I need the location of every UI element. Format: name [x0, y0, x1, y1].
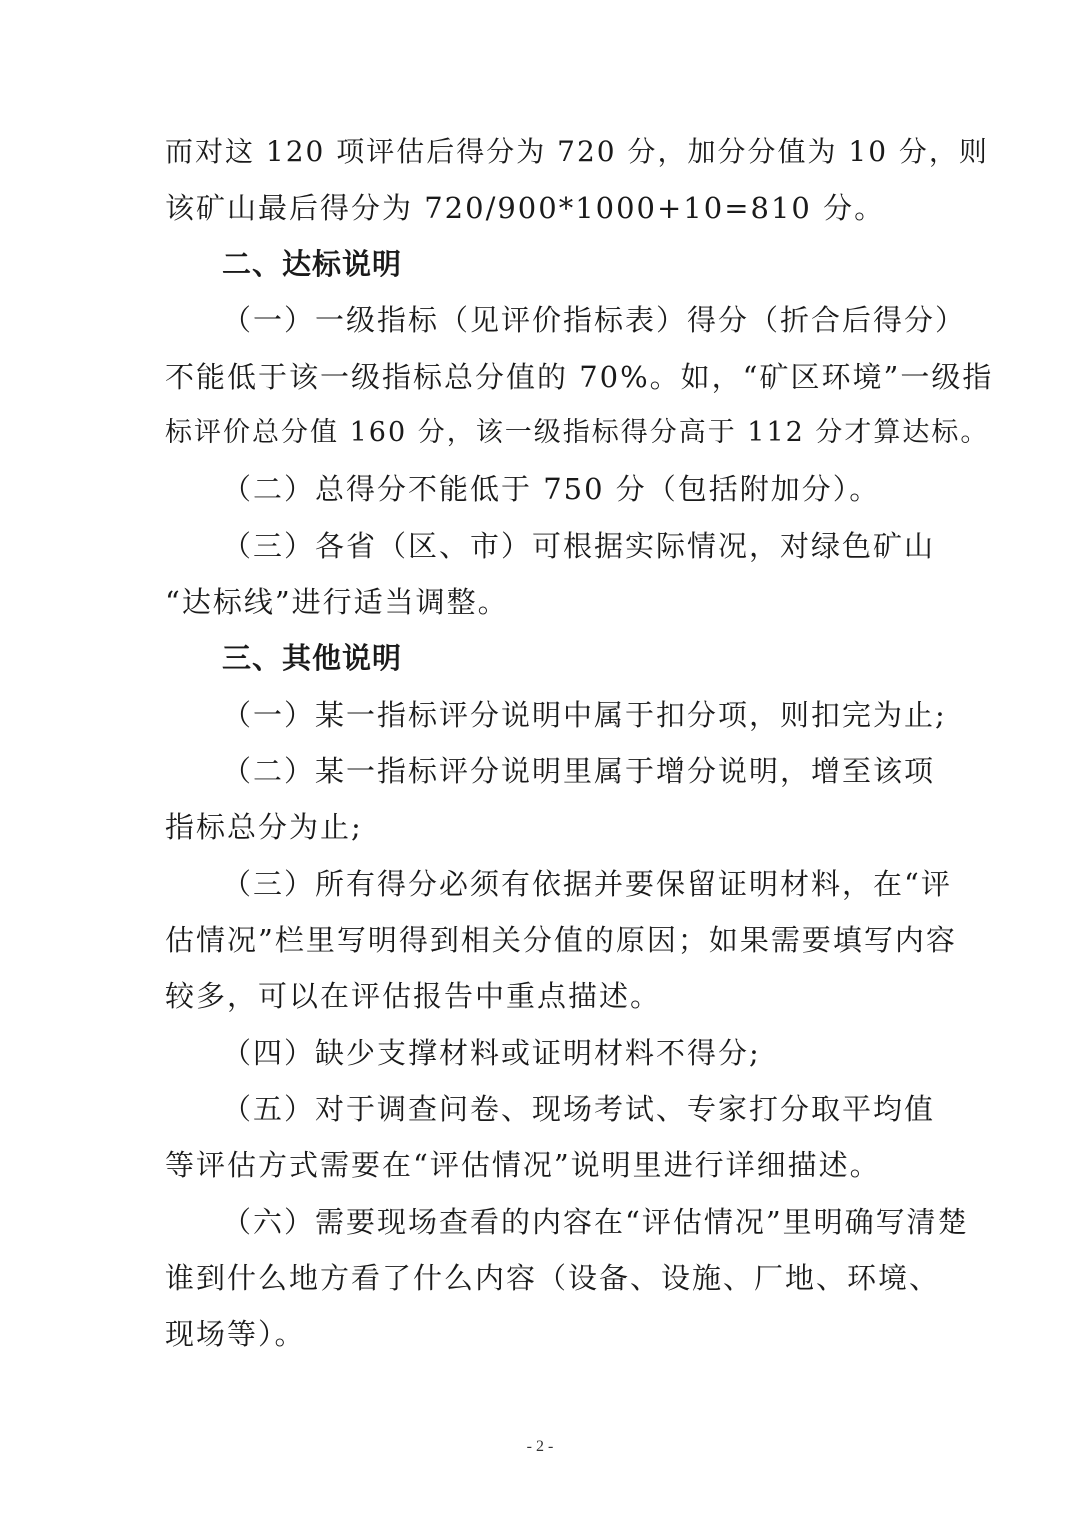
- paragraph-line: “达标线”进行适当调整。: [165, 585, 509, 619]
- paragraph-line: （二）总得分不能低于 750 分（包括附加分）。: [222, 472, 881, 506]
- paragraph-line: 等评估方式需要在“评估情况”说明里进行详细描述。: [165, 1148, 881, 1182]
- paragraph-line: 不能低于该一级指标总分值的 70%。如，“矿区环境”一级指: [165, 360, 994, 394]
- paragraph-line: 较多，可以在评估报告中重点描述。: [165, 979, 662, 1013]
- paragraph-line: （一）某一指标评分说明中属于扣分项，则扣完为止;: [222, 698, 947, 732]
- paragraph-line: 指标总分为止;: [165, 810, 363, 844]
- paragraph-line: （五）对于调查问卷、现场考试、专家打分取平均值: [222, 1092, 936, 1126]
- paragraph-line: （四）缺少支撑材料或证明材料不得分;: [222, 1036, 761, 1070]
- paragraph-line: （六）需要现场查看的内容在“评估情况”里明确写清楚: [222, 1205, 969, 1239]
- paragraph-line: （三）所有得分必须有依据并要保留证明材料，在“评: [222, 867, 952, 901]
- paragraph-line: 现场等）。: [165, 1317, 306, 1351]
- paragraph-line: 估情况”栏里写明得到相关分值的原因；如果需要填写内容: [165, 923, 957, 957]
- section-heading: 三、其他说明: [222, 641, 403, 675]
- paragraph-line: （三）各省（区、市）可根据实际情况，对绿色矿山: [222, 529, 936, 563]
- paragraph-line: 该矿山最后得分为 720/900*1000+10=810 分。: [165, 191, 886, 225]
- paragraph-line: 标评价总分值 160 分，该一级指标得分高于 112 分才算达标。: [165, 417, 990, 448]
- page-number: - 2 -: [526, 1438, 554, 1455]
- paragraph-line: 而对这 120 项评估后得分为 720 分，加分分值为 10 分，则: [165, 135, 989, 168]
- section-heading: 二、达标说明: [222, 247, 403, 281]
- paragraph-line: （一）一级指标（见评价指标表）得分（折合后得分）: [222, 303, 967, 337]
- paragraph-line: 谁到什么地方看了什么内容（设备、设施、厂地、环境、: [165, 1261, 941, 1295]
- paragraph-line: （二）某一指标评分说明里属于增分说明，增至该项: [222, 754, 936, 788]
